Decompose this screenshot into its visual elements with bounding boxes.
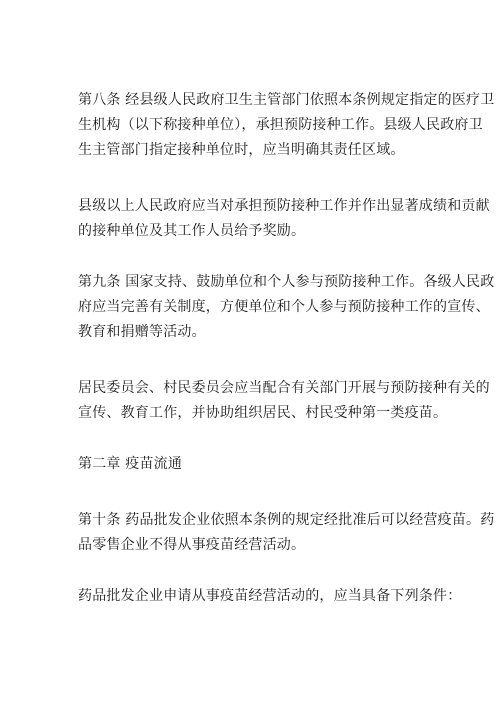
text-line: 教育和捐赠等活动。 bbox=[78, 324, 206, 340]
text-line: 县级以上人民政府应当对承担预防接种工作并作出显著成绩和贡献 bbox=[78, 198, 490, 214]
text-line: 生机构（以下称接种单位），承担预防接种工作。县级人民政府卫 bbox=[78, 117, 483, 133]
text-line: 第十条 药品批发企业依照本条例的规定经批准后可以经营疫苗。药 bbox=[78, 512, 495, 528]
text-line: 府应当完善有关制度，方便单位和个人参与预防接种工作的宣传、 bbox=[78, 299, 490, 315]
article-10-paragraph bbox=[78, 508, 495, 558]
chapter-2-heading bbox=[78, 452, 428, 477]
text-line: 药品批发企业申请从事疫苗经营活动的，应当具备下列条件： bbox=[78, 588, 462, 604]
text-line: 第八条 经县级人民政府卫生主管部门依照本条例规定指定的医疗卫 bbox=[78, 92, 495, 108]
reward-paragraph bbox=[78, 194, 490, 244]
text-line: 生主管部门指定接种单位时，应当明确其责任区域。 bbox=[78, 142, 405, 158]
text-line: 宣传、教育工作，并协助组织居民、村民受种第一类疫苗。 bbox=[78, 405, 448, 421]
committee-paragraph bbox=[78, 376, 490, 426]
text-line: 的接种单位及其工作人员给予奖励。 bbox=[78, 223, 306, 239]
chapter-title: 第二章 疫苗流通 bbox=[78, 456, 183, 472]
text-line: 品零售企业不得从事疫苗经营活动。 bbox=[78, 537, 306, 553]
text-line: 第九条 国家支持、鼓励单位和个人参与预防接种工作。各级人民政 bbox=[78, 274, 495, 290]
article-9-paragraph bbox=[78, 270, 495, 345]
conditions-paragraph bbox=[78, 584, 462, 609]
article-8-paragraph bbox=[78, 88, 495, 163]
text-line: 居民委员会、村民委员会应当配合有关部门开展与预防接种有关的 bbox=[78, 380, 490, 396]
